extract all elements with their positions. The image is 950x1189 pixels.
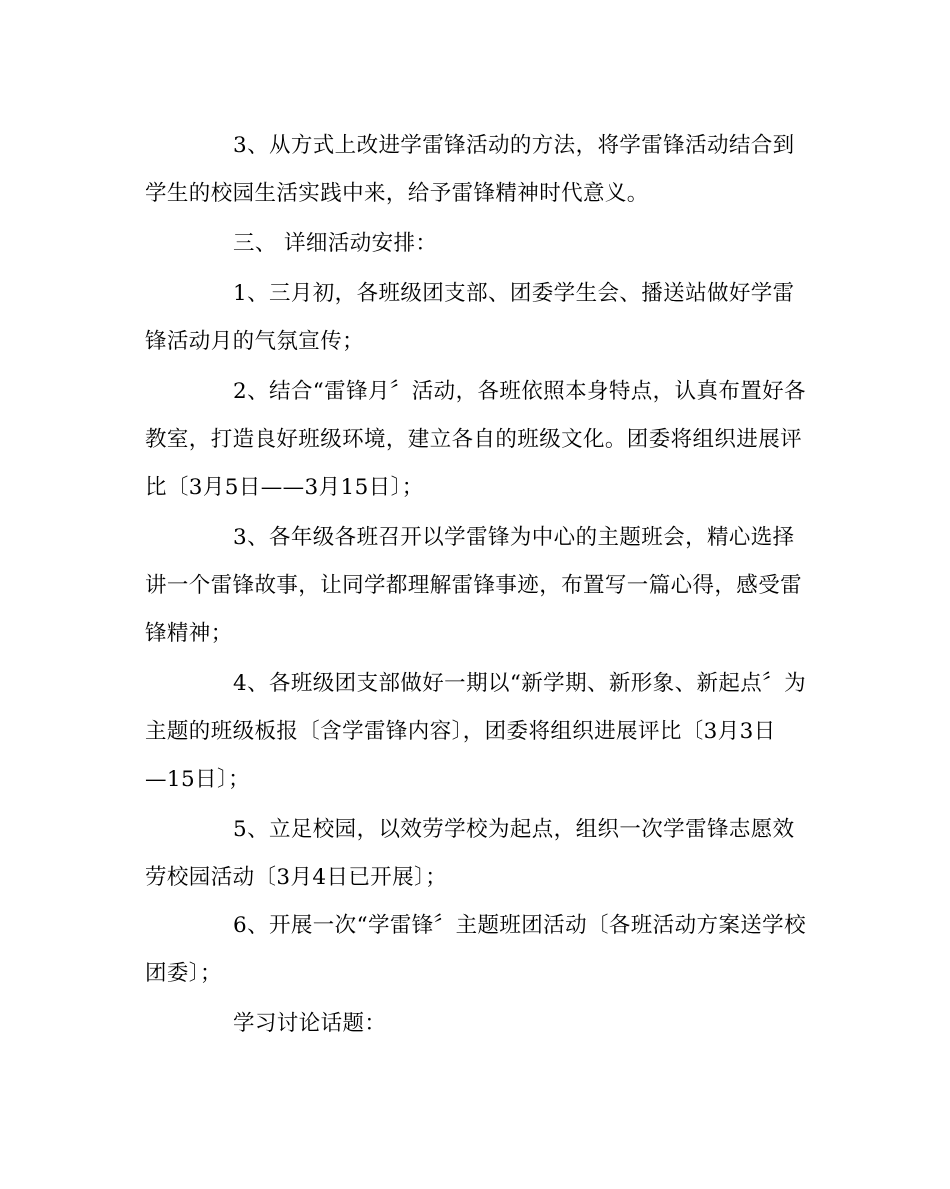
paragraph-line: 主题的班级板报〔含学雷锋内容〕，团委将组织进展评比〔3月3日 (145, 719, 776, 744)
paragraph-line: 锋精神； (145, 621, 233, 646)
paragraph-line: 教室，打造良好班级环境，建立各自的班级文化。团委将组织进展评 (145, 427, 803, 452)
paragraph-line: 1、三月初，各班级团支部、团委学生会、播送站做好学雷 (233, 281, 795, 306)
paragraph-line: 3、各年级各班召开以学雷锋为中心的主题班会，精心选择 (233, 525, 795, 550)
paragraph-line: 学生的校园生活实践中来，给予雷锋精神时代意义。 (145, 181, 649, 206)
paragraph-line: 2、结合“雷锋月〞活动，各班依照本身特点，认真布置好各 (233, 379, 806, 404)
paragraph-line: 4、各班级团支部做好一期以“新学期、新形象、新起点〞为 (233, 671, 806, 696)
paragraph-line: 3、从方式上改进学雷锋活动的方法，将学雷锋活动结合到 (233, 133, 795, 158)
paragraph-line: 5、立足校园，以效劳学校为起点，组织一次学雷锋志愿效 (233, 817, 795, 842)
paragraph-line: 锋活动月的气氛宣传； (145, 329, 365, 354)
section-heading: 三、 详细活动安排： (233, 231, 438, 256)
paragraph-line: —15日〕； (145, 767, 251, 792)
paragraph-line: 6、开展一次“学雷锋〞主题班团活动〔各班活动方案送学校 (233, 913, 806, 938)
paragraph-line: 讲一个雷锋故事，让同学都理解雷锋事迹，布置写一篇心得，感受雷 (145, 573, 803, 598)
paragraph-line: 团委〕； (145, 961, 222, 986)
paragraph-line: 劳校园活动〔3月4日已开展〕； (145, 865, 448, 890)
paragraph-line: 比〔3月5日——3月15日〕； (145, 475, 424, 500)
section-heading: 学习讨论话题： (233, 1011, 387, 1036)
